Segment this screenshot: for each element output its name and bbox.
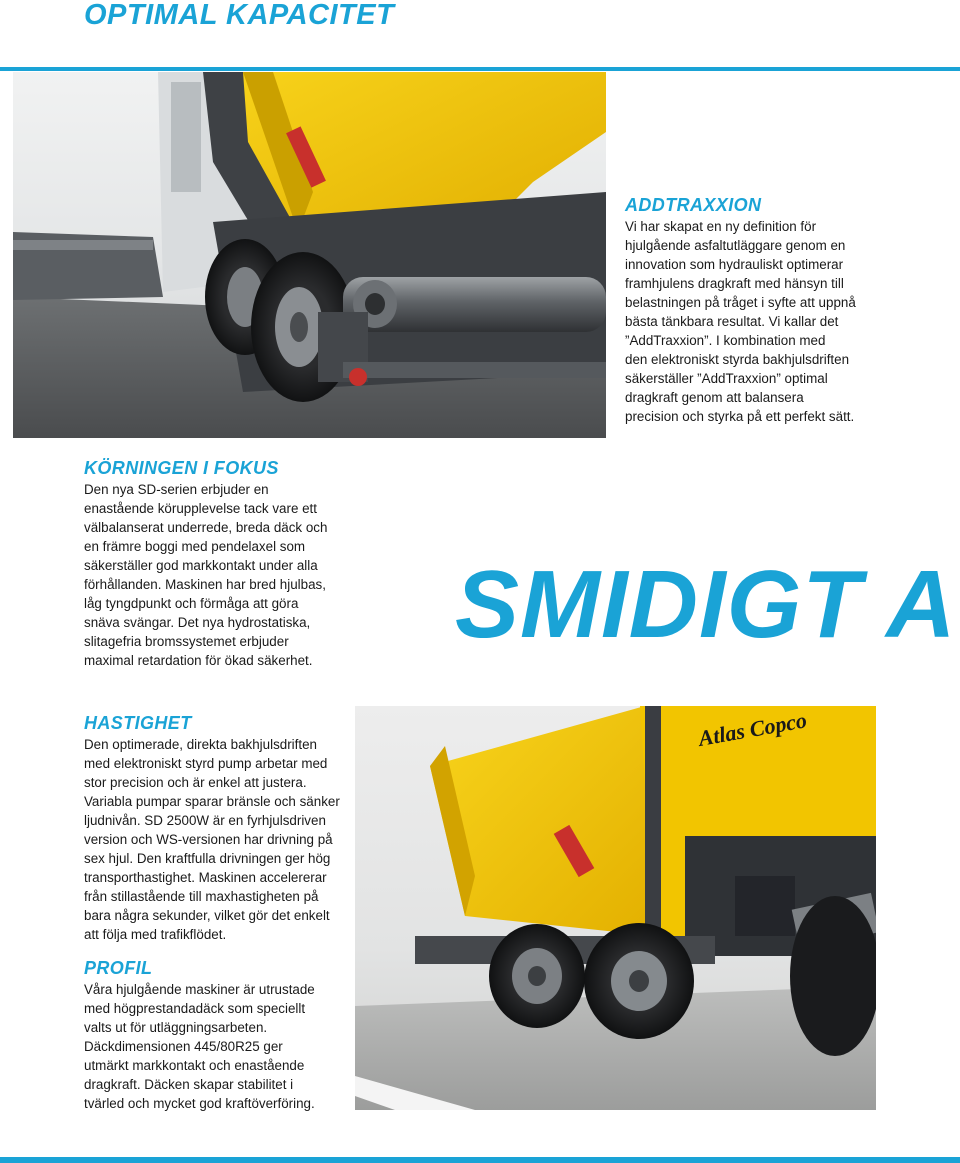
text-line: tvärled och mycket god kraftöverföring. (84, 1096, 315, 1111)
text-line: framhjulens dragkraft med hänsyn till (625, 276, 844, 291)
text-line: innovation som hydrauliskt optimerar (625, 257, 844, 272)
text-line: ljudnivån. SD 2500W är en fyrhjulsdriven (84, 813, 326, 828)
text-line: enastående körupplevelse tack vare ett (84, 501, 317, 516)
text-line: bästa tänkbara resultat. Vi kallar det (625, 314, 839, 329)
text-line: bara några sekunder, vilket gör det enkelt (84, 908, 330, 923)
text-line: utmärkt markkontakt och enastående (84, 1058, 305, 1073)
bottom-divider (0, 1157, 960, 1163)
text-line: Variabla pumpar sparar bränsle och sänker (84, 794, 340, 809)
paver-hopper-illustration (355, 706, 876, 1110)
tagline: SMIDIGT A (455, 551, 957, 658)
text-line: låg tyngdpunkt och förmåga att göra (84, 596, 299, 611)
section-heading-korningen: KÖRNINGEN I FOKUS (84, 458, 279, 478)
section-heading-hastighet: HASTIGHET (84, 713, 192, 733)
paver-wheels-illustration (13, 72, 606, 438)
text-line: välbalanserat underrede, breda däck och (84, 520, 328, 535)
text-line: transporthastighet. Maskinen accelererar (84, 870, 327, 885)
section-addtraxxion (625, 195, 945, 426)
text-line: en främre boggi med pendelaxel som (84, 539, 306, 554)
text-line: att följa med trafikflödet. (84, 927, 227, 942)
text-line: Den optimerade, direkta bakhjulsdriften (84, 737, 317, 752)
text-line: hjulgående asfaltutläggare genom en (625, 238, 846, 253)
text-line: från stillastående till maxhastigheten på (84, 889, 319, 904)
text-line: snäva svängar. Det nya hydrostatiska, (84, 615, 311, 630)
text-line: Vi har skapat en ny definition för (625, 219, 817, 234)
text-line: förhållanden. Maskinen har bred hjulbas, (84, 577, 326, 592)
section-heading-profil: PROFIL (84, 958, 153, 978)
text-line: slitagefria bromssystemet erbjuder (84, 634, 289, 649)
text-line: den elektroniskt styrda bakhjulsdriften (625, 352, 850, 367)
text-line: med högprestandadäck som speciellt (84, 1001, 306, 1016)
text-line: Däckdimensionen 445/80R25 ger (84, 1039, 283, 1054)
atlas-copco-logo: Atlas Copco (696, 707, 809, 751)
text-line: med elektroniskt styrd pump arbetar med (84, 756, 328, 771)
text-line: precision och styrka på ett perfekt sätt. (625, 409, 855, 424)
text-line: Våra hjulgående maskiner är utrustade (84, 982, 315, 997)
section-body-addtraxxion (625, 217, 945, 426)
bottom-photo (355, 706, 876, 1110)
section-hastighet (84, 713, 374, 944)
section-profil (84, 958, 374, 1113)
top-photo (13, 72, 606, 438)
text-line: Den nya SD-serien erbjuder en (84, 482, 269, 497)
text-line: maximal retardation för ökad säkerhet. (84, 653, 313, 668)
text-line: säkerställer ”AddTraxxion” optimal (625, 371, 828, 386)
text-line: dragkraft genom att balansera (625, 390, 804, 405)
text-line: dragkraft. Däcken skapar stabilitet i (84, 1077, 294, 1092)
text-line: ”AddTraxxion”. I kombination med (625, 333, 826, 348)
tagline-clip (440, 540, 960, 670)
text-line: valts ut för utläggningsarbeten. (84, 1020, 268, 1035)
text-line: sex hjul. Den kraftfulla drivningen ger hög (84, 851, 331, 866)
section-korningen (84, 458, 384, 670)
text-line: belastningen på tråget i syfte att uppnå (625, 295, 856, 310)
section-body-profil (84, 980, 374, 1113)
text-line: säkerställer god markkontakt under alla (84, 558, 318, 573)
section-body-hastighet (84, 735, 374, 944)
section-heading-addtraxxion: ADDTRAXXION (625, 195, 762, 215)
text-line: stor precision och är enkel att justera. (84, 775, 307, 790)
text-line: version och WS-versionen har drivning på (84, 832, 333, 847)
section-body-korningen (84, 480, 384, 670)
top-divider (0, 67, 960, 71)
page-title: OPTIMAL KAPACITET (84, 0, 395, 31)
